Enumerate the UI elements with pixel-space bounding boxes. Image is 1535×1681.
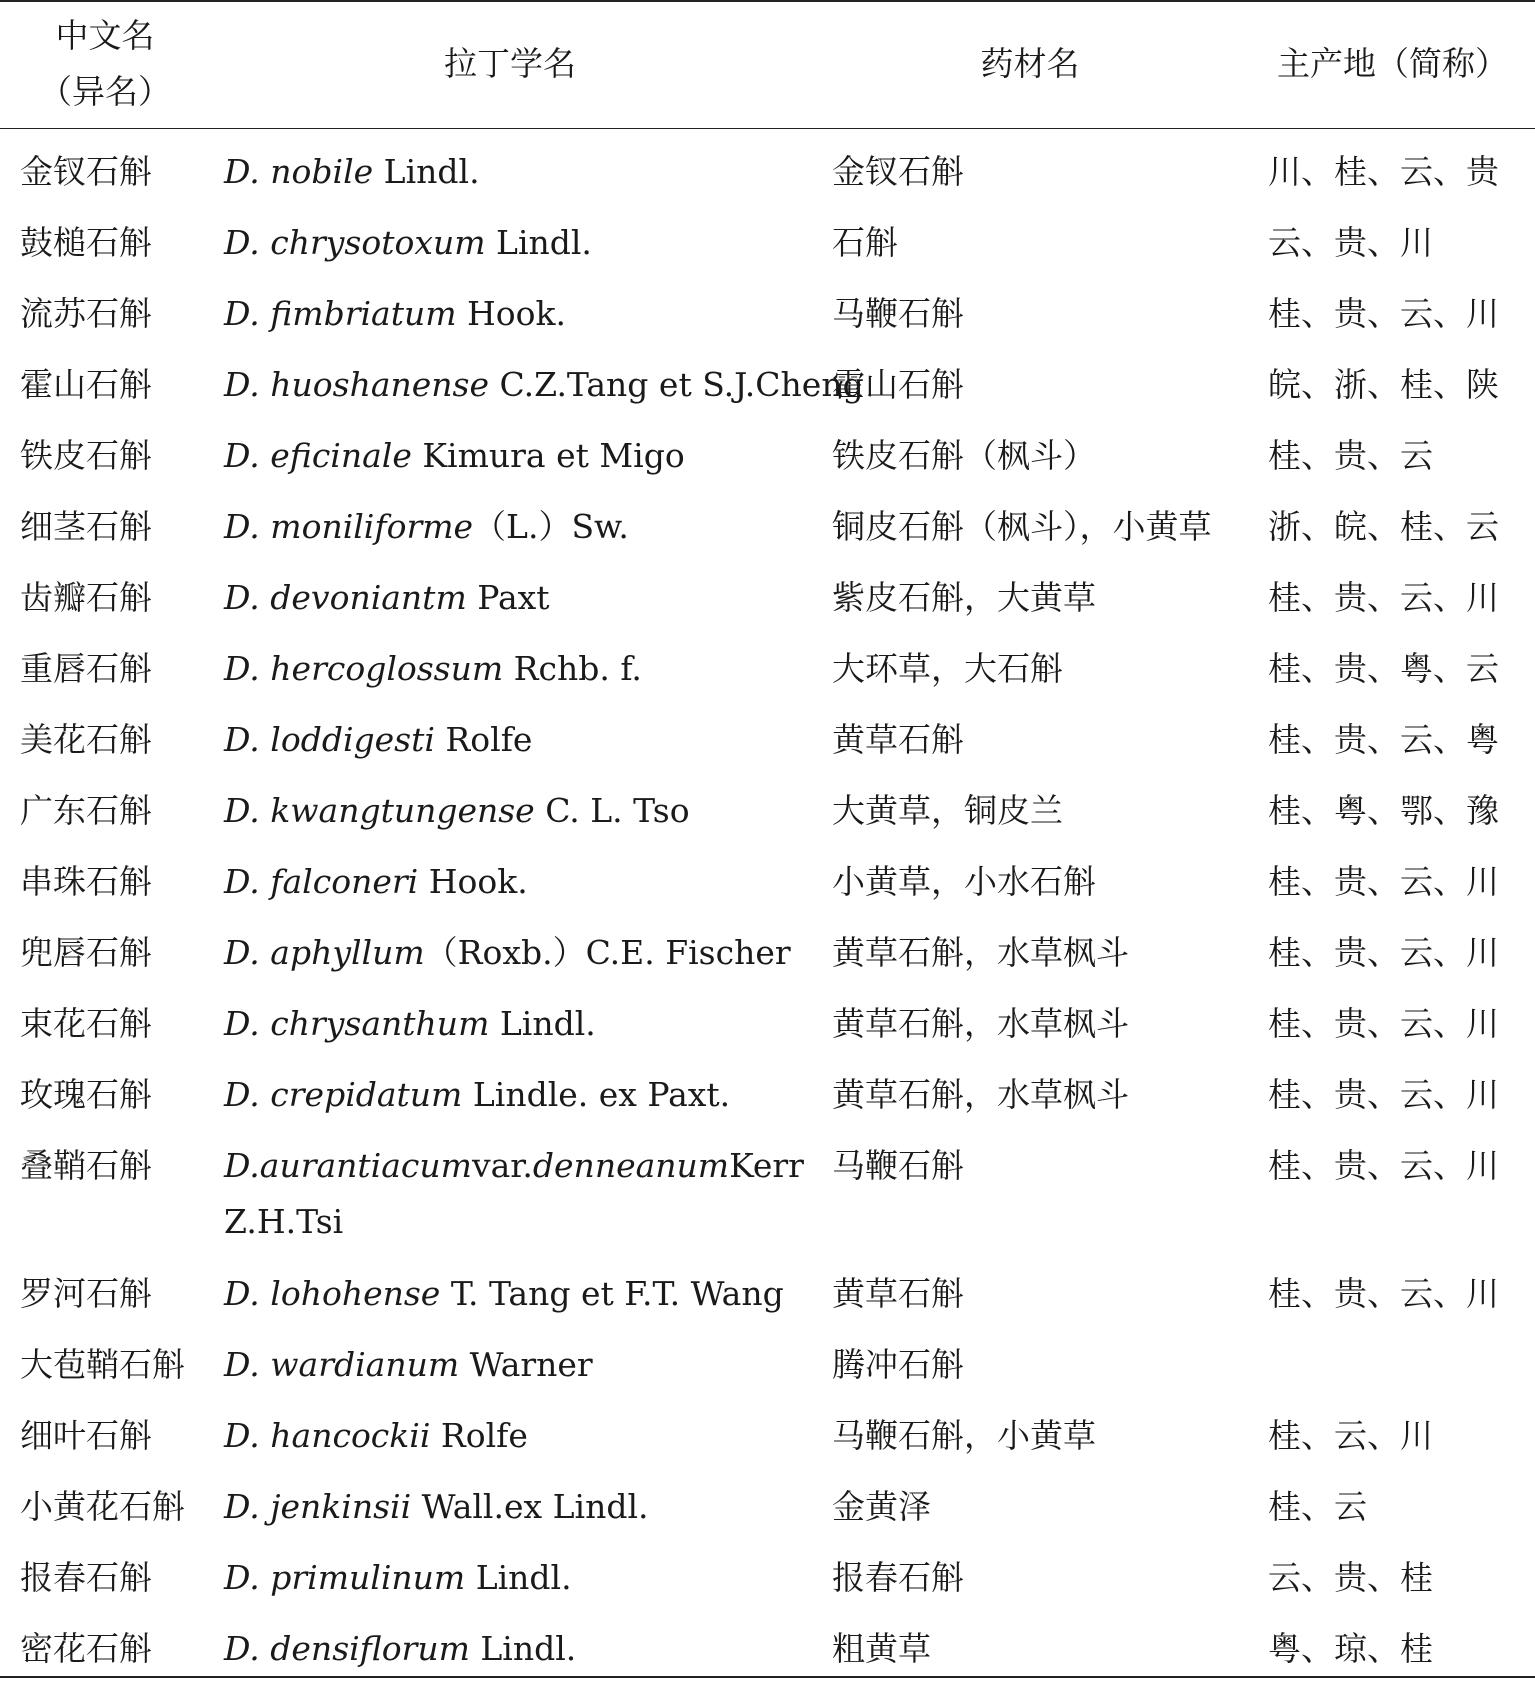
table-bottom-rule	[0, 1676, 1535, 1678]
latin-species: aphyllum	[270, 933, 425, 972]
chinese-name: 玫瑰石斛	[20, 1075, 152, 1114]
latin-var-label: var.	[471, 1146, 533, 1185]
chinese-name: 束花石斛	[20, 1004, 152, 1043]
latin-genus: D.	[224, 1345, 260, 1384]
header-herb-name: 药材名	[980, 44, 1080, 83]
latin-name	[224, 854, 796, 910]
latin-genus: D.	[224, 1629, 260, 1668]
herb-name: 马鞭石斛	[832, 294, 964, 333]
origin-regions: 云、贵、桂	[1268, 1558, 1433, 1597]
herb-name: 金钗石斛	[832, 152, 964, 191]
chinese-name: 铁皮石斛	[20, 436, 152, 475]
chinese-name: 流苏石斛	[20, 294, 152, 333]
chinese-name: 叠鞘石斛	[20, 1146, 152, 1185]
chinese-name: 报春石斛	[20, 1558, 152, 1597]
latin-author: Rolfe	[440, 1416, 528, 1455]
latin-genus: D.	[224, 1274, 260, 1313]
origin-regions: 皖、浙、桂、陕	[1268, 365, 1499, 404]
latin-species: hancockii	[270, 1416, 431, 1455]
latin-genus: D.	[224, 1004, 260, 1043]
latin-author: Kerr	[729, 1146, 804, 1185]
latin-species: loddigesti	[270, 720, 435, 759]
latin-author: Wall.ex Lindl.	[421, 1487, 649, 1526]
chinese-name: 串珠石斛	[20, 862, 152, 901]
chinese-name: 重唇石斛	[20, 649, 152, 688]
table-row	[0, 341, 1535, 412]
latin-author: Warner	[469, 1345, 593, 1384]
latin-genus: D.	[224, 1146, 260, 1185]
table-row	[0, 1321, 1535, 1392]
chinese-name: 霍山石斛	[20, 365, 152, 404]
latin-name	[224, 144, 796, 200]
chinese-name: 美花石斛	[20, 720, 152, 759]
latin-author: Hook.	[467, 294, 567, 333]
origin-regions: 桂、贵、云、川	[1268, 294, 1499, 333]
latin-genus: D.	[224, 294, 260, 333]
chinese-name: 金钗石斛	[20, 152, 152, 191]
latin-name-line1	[224, 1138, 804, 1194]
latin-author: Rolfe	[445, 720, 533, 759]
latin-author: Lindl.	[499, 1004, 596, 1043]
latin-name	[224, 570, 796, 626]
latin-name	[224, 499, 796, 555]
latin-name	[224, 215, 796, 271]
table-row	[0, 199, 1535, 270]
table-row	[0, 412, 1535, 483]
latin-species: hercoglossum	[270, 649, 504, 688]
origin-regions: 川、桂、云、贵	[1268, 152, 1499, 191]
latin-name	[224, 783, 796, 839]
origin-regions: 桂、粤、鄂、豫	[1268, 791, 1499, 830]
latin-genus: D.	[224, 720, 260, 759]
latin-species: jenkinsii	[270, 1487, 412, 1526]
table-row	[0, 1122, 1535, 1250]
latin-name-line2	[224, 1194, 796, 1250]
table-row	[0, 1534, 1535, 1605]
latin-name	[224, 1337, 796, 1393]
latin-name	[224, 1266, 796, 1322]
latin-author: Lindl.	[480, 1629, 577, 1668]
latin-name	[224, 925, 796, 981]
table-row	[0, 767, 1535, 838]
herb-name: 铁皮石斛（枫斗）	[832, 436, 1096, 475]
origin-regions: 桂、贵、云、川	[1268, 1274, 1499, 1313]
table-row	[0, 696, 1535, 767]
table-row	[0, 838, 1535, 909]
latin-author: Lindle. ex Paxt.	[472, 1075, 731, 1114]
latin-author-continued: Z.H.Tsi	[224, 1202, 344, 1241]
herb-name: 马鞭石斛，小黄草	[832, 1416, 1096, 1455]
latin-author: （Roxb.）C.E. Fischer	[424, 933, 791, 972]
herb-name: 铜皮石斛（枫斗），小黄草	[832, 507, 1212, 546]
origin-regions: 粤、琼、桂	[1268, 1629, 1433, 1668]
herb-name: 石斛	[832, 223, 898, 262]
origin-regions: 浙、皖、桂、云	[1268, 507, 1499, 546]
origin-regions: 云、贵、川	[1268, 223, 1433, 262]
origin-regions: 桂、贵、云、川	[1268, 1146, 1499, 1185]
latin-genus: D.	[224, 223, 260, 262]
latin-author: （L.）Sw.	[473, 507, 629, 546]
table-row	[0, 980, 1535, 1051]
latin-genus: D.	[224, 1558, 260, 1597]
latin-species: densiflorum	[270, 1629, 470, 1668]
header-chinese-name-line1: 中文名	[55, 16, 155, 55]
table-row	[0, 1463, 1535, 1534]
herb-name: 黄草石斛，水草枫斗	[832, 1004, 1129, 1043]
latin-author: Lindl.	[496, 223, 592, 262]
header-chinese-name-line2: （异名）	[39, 72, 171, 111]
header-latin-name: 拉丁学名	[444, 44, 576, 83]
latin-species: fimbriatum	[270, 294, 457, 333]
latin-species: aurantiacum	[259, 1146, 472, 1185]
origin-regions: 桂、贵、云	[1268, 436, 1433, 475]
table-row	[0, 1605, 1535, 1676]
latin-name	[224, 428, 796, 484]
origin-regions: 桂、贵、云、川	[1268, 862, 1499, 901]
latin-author: Kimura et Migo	[422, 436, 685, 475]
table-row	[0, 1051, 1535, 1122]
latin-var-name: denneanum	[532, 1146, 730, 1185]
table-row	[0, 554, 1535, 625]
latin-species: lohohense	[270, 1274, 441, 1313]
latin-species: kwangtungense	[270, 791, 535, 830]
herb-name: 黄草石斛，水草枫斗	[832, 1075, 1129, 1114]
header-origin: 主产地（简称）	[1277, 44, 1508, 83]
latin-species: wardianum	[270, 1345, 460, 1384]
herb-name: 紫皮石斛，大黄草	[832, 578, 1096, 617]
latin-name	[224, 641, 796, 697]
chinese-name: 小黄花石斛	[20, 1487, 185, 1526]
origin-regions: 桂、贵、云、川	[1268, 1004, 1499, 1043]
table-row	[0, 909, 1535, 980]
latin-genus: D.	[224, 933, 260, 972]
origin-regions: 桂、云、川	[1268, 1416, 1433, 1455]
chinese-name: 细茎石斛	[20, 507, 152, 546]
latin-name	[224, 712, 796, 768]
latin-species: chrysotoxum	[270, 223, 486, 262]
latin-genus: D.	[224, 1075, 260, 1114]
latin-species: chrysanthum	[270, 1004, 490, 1043]
latin-name	[224, 1479, 796, 1535]
chinese-name: 齿瓣石斛	[20, 578, 152, 617]
herb-name: 黄草石斛	[832, 1274, 964, 1313]
table-row	[0, 1392, 1535, 1463]
herb-name: 马鞭石斛	[832, 1146, 964, 1185]
latin-genus: D.	[224, 791, 260, 830]
latin-genus: D.	[224, 152, 260, 191]
latin-genus: D.	[224, 1416, 260, 1455]
table-row	[0, 1250, 1535, 1321]
latin-author: Lindl.	[383, 152, 480, 191]
latin-species: huoshanense	[270, 365, 490, 404]
table-body	[0, 128, 1535, 1676]
latin-genus: D.	[224, 365, 260, 404]
latin-name	[224, 1408, 796, 1464]
latin-species: moniliforme	[270, 507, 474, 546]
origin-regions: 桂、贵、云、川	[1268, 933, 1499, 972]
latin-name	[224, 357, 864, 413]
latin-species: eficinale	[270, 436, 412, 475]
chinese-name: 广东石斛	[20, 791, 152, 830]
latin-species: devoniantm	[270, 578, 467, 617]
latin-species: nobile	[270, 152, 374, 191]
latin-author: Hook.	[428, 862, 528, 901]
latin-genus: D.	[224, 862, 260, 901]
origin-regions: 桂、云	[1268, 1487, 1367, 1526]
origin-regions: 桂、贵、云、川	[1268, 1075, 1499, 1114]
latin-name	[224, 996, 796, 1052]
table-row	[0, 270, 1535, 341]
latin-genus: D.	[224, 1487, 260, 1526]
latin-author: Rchb. f.	[513, 649, 642, 688]
latin-author: Paxt	[477, 578, 550, 617]
header-chinese-name	[20, 0, 190, 128]
latin-genus: D.	[224, 578, 260, 617]
herb-name: 黄草石斛，水草枫斗	[832, 933, 1129, 972]
chinese-name: 大苞鞘石斛	[20, 1345, 185, 1384]
latin-author: T. Tang et F.T. Wang	[450, 1274, 784, 1313]
chinese-name: 鼓槌石斛	[20, 223, 152, 262]
latin-species: falconeri	[270, 862, 419, 901]
origin-regions: 桂、贵、粤、云	[1268, 649, 1499, 688]
latin-species: primulinum	[270, 1558, 466, 1597]
latin-genus: D.	[224, 436, 260, 475]
herb-name: 大黄草，铜皮兰	[832, 791, 1063, 830]
herb-name: 霍山石斛	[832, 365, 964, 404]
herb-name: 小黄草，小水石斛	[832, 862, 1096, 901]
latin-genus: D.	[224, 649, 260, 688]
table-row	[0, 625, 1535, 696]
latin-species: crepidatum	[270, 1075, 463, 1114]
latin-name	[224, 286, 796, 342]
table-row	[0, 483, 1535, 554]
origin-regions: 桂、贵、云、粤	[1268, 720, 1499, 759]
herb-name: 报春石斛	[832, 1558, 964, 1597]
table-row	[0, 128, 1535, 199]
herb-name: 腾冲石斛	[832, 1345, 964, 1384]
origin-regions: 桂、贵、云、川	[1268, 578, 1499, 617]
latin-name	[224, 1550, 796, 1606]
latin-name	[224, 1138, 804, 1250]
herb-name: 大环草，大石斛	[832, 649, 1063, 688]
chinese-name: 兜唇石斛	[20, 933, 152, 972]
latin-genus: D.	[224, 507, 260, 546]
chinese-name: 密花石斛	[20, 1629, 152, 1668]
latin-name	[224, 1067, 796, 1123]
latin-author: Lindl.	[475, 1558, 572, 1597]
herb-name: 金黄泽	[832, 1487, 931, 1526]
herb-name: 粗黄草	[832, 1629, 931, 1668]
latin-name	[224, 1621, 796, 1677]
chinese-name: 细叶石斛	[20, 1416, 152, 1455]
chinese-name: 罗河石斛	[20, 1274, 152, 1313]
herb-name: 黄草石斛	[832, 720, 964, 759]
latin-author: C.Z.Tang et S.J.Cheng	[499, 365, 864, 404]
latin-author: C. L. Tso	[545, 791, 690, 830]
